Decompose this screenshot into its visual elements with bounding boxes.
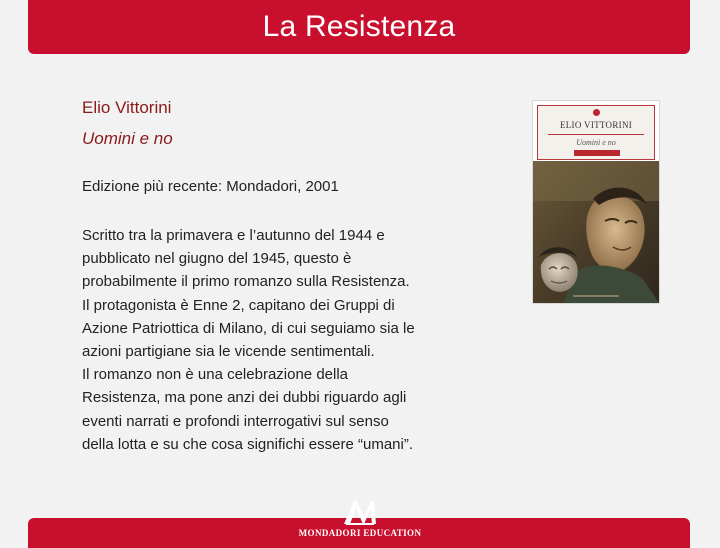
cover-author: ELIO VITTORINI: [559, 120, 633, 130]
body-line: eventi narrati e profondi interrogativi sul senso: [82, 412, 389, 430]
body-line: pubblicato nel giugno del 1945, questo è: [82, 250, 352, 268]
mondadori-logo: [290, 497, 430, 540]
edition-info: Edizione più recente: Mondadori, 2001: [82, 178, 339, 195]
cover-divider: [548, 134, 644, 135]
book-cover-image: [533, 101, 659, 303]
body-line: probabilmente il primo romanzo sulla Resistenza.: [82, 273, 410, 291]
header-bar: [28, 0, 690, 54]
cover-title: Uomini e no: [576, 138, 616, 147]
mondadori-logo-icon: [342, 497, 378, 525]
cover-header: [537, 105, 655, 160]
logo-text: MONDADORI EDUCATION: [298, 528, 422, 538]
slide-title: La Resistenza: [262, 10, 456, 43]
body-line: azioni partigiane sia le vicende sentimentali.: [82, 343, 375, 361]
publisher-emblem-icon: [593, 109, 600, 116]
body-line: Azione Patriottica di Milano, di cui seguiamo sia le: [82, 319, 415, 337]
cover-series-band: [574, 150, 620, 156]
body-line: della lotta e su che cosa significhi essere “umani”.: [82, 435, 413, 453]
body-line: Scritto tra la primavera e l’autunno del 1944 e: [82, 227, 385, 244]
body-line: Resistenza, ma pone anzi dei dubbi riguardo agli: [82, 389, 407, 407]
body-line: Il protagonista è Enne 2, capitano dei Gruppi di: [82, 296, 395, 314]
cover-painting-icon: [533, 161, 659, 303]
book-title: Uomini e no: [82, 129, 173, 148]
body-paragraph: [82, 224, 492, 456]
body-line: Il romanzo non è una celebrazione della: [82, 366, 349, 384]
author-name: Elio Vittorini: [82, 98, 172, 117]
